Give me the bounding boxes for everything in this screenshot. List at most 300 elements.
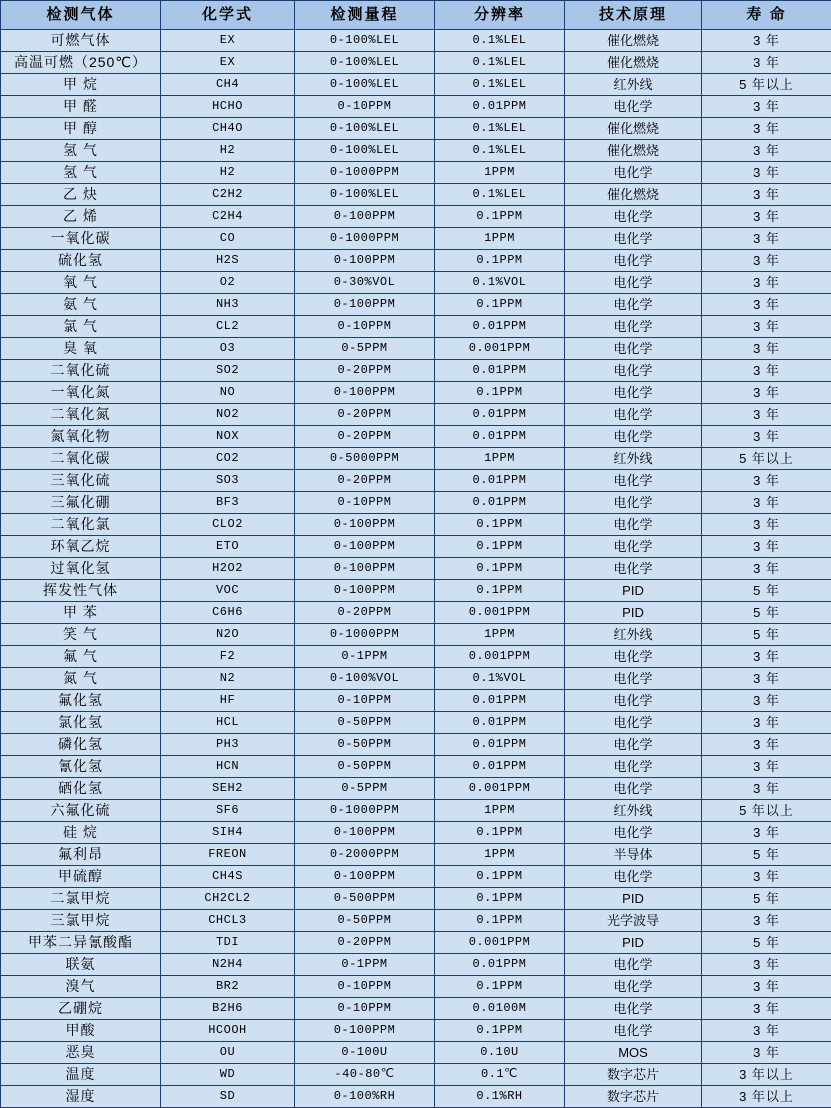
cell-resolution: 0.1PPM [435,558,565,580]
cell-gas-name: 乙 炔 [1,184,161,206]
cell-resolution: 0.01PPM [435,96,565,118]
table-header-row [1,1,831,30]
cell-technical-principle: 电化学 [565,976,702,998]
cell-chemical-formula: TDI [161,932,295,954]
cell-service-life: 3 年 [702,1042,831,1064]
cell-chemical-formula: H2 [161,140,295,162]
cell-technical-principle: 电化学 [565,162,702,184]
cell-chemical-formula: CO [161,228,295,250]
cell-chemical-formula: C2H4 [161,206,295,228]
cell-technical-principle: 电化学 [565,272,702,294]
column-header-life: 寿 命 [702,1,831,30]
table-row [1,756,831,778]
cell-detection-range: 0-50PPM [295,712,435,734]
cell-detection-range: 0-1PPM [295,646,435,668]
cell-chemical-formula: CL2 [161,316,295,338]
cell-chemical-formula: SD [161,1086,295,1108]
cell-chemical-formula: BF3 [161,492,295,514]
table-row [1,888,831,910]
cell-gas-name: 温度 [1,1064,161,1086]
cell-resolution: 0.01PPM [435,756,565,778]
cell-chemical-formula: N2O [161,624,295,646]
cell-gas-name: 二氧化氯 [1,514,161,536]
cell-resolution: 0.01PPM [435,404,565,426]
cell-technical-principle: 红外线 [565,448,702,470]
table-row [1,1042,831,1064]
cell-chemical-formula: CHCL3 [161,910,295,932]
cell-service-life: 3 年以上 [702,1064,831,1086]
cell-detection-range: 0-20PPM [295,426,435,448]
cell-technical-principle: 红外线 [565,74,702,96]
cell-technical-principle: 催化燃烧 [565,118,702,140]
cell-technical-principle: 电化学 [565,712,702,734]
cell-technical-principle: 电化学 [565,734,702,756]
cell-detection-range: 0-100%LEL [295,30,435,52]
table-row [1,30,831,52]
cell-technical-principle: MOS [565,1042,702,1064]
cell-service-life: 3 年 [702,206,831,228]
cell-detection-range: 0-100PPM [295,250,435,272]
table-row [1,668,831,690]
cell-technical-principle: 电化学 [565,316,702,338]
cell-chemical-formula: SF6 [161,800,295,822]
cell-resolution: 0.01PPM [435,954,565,976]
cell-chemical-formula: NO [161,382,295,404]
cell-technical-principle: 电化学 [565,668,702,690]
table-row [1,866,831,888]
cell-technical-principle: 电化学 [565,96,702,118]
table-row [1,1086,831,1108]
cell-detection-range: 0-1000PPM [295,228,435,250]
cell-service-life: 5 年以上 [702,800,831,822]
cell-detection-range: 0-100PPM [295,580,435,602]
cell-gas-name: 磷化氢 [1,734,161,756]
cell-detection-range: 0-20PPM [295,470,435,492]
cell-technical-principle: 光学波导 [565,910,702,932]
cell-gas-name: 三氧化硫 [1,470,161,492]
table-row [1,206,831,228]
column-header-formula: 化学式 [161,1,295,30]
cell-gas-name: 氢 气 [1,162,161,184]
cell-service-life: 5 年以上 [702,448,831,470]
cell-detection-range: 0-2000PPM [295,844,435,866]
cell-service-life: 3 年 [702,734,831,756]
cell-technical-principle: 电化学 [565,558,702,580]
cell-detection-range: 0-5PPM [295,338,435,360]
cell-service-life: 3 年 [702,822,831,844]
cell-resolution: 0.1PPM [435,580,565,602]
cell-resolution: 0.01PPM [435,316,565,338]
cell-resolution: 0.1%LEL [435,52,565,74]
cell-chemical-formula: CH4 [161,74,295,96]
cell-chemical-formula: O2 [161,272,295,294]
cell-gas-name: 臭 氧 [1,338,161,360]
cell-gas-name: 甲酸 [1,1020,161,1042]
cell-gas-name: 六氟化硫 [1,800,161,822]
cell-gas-name: 乙硼烷 [1,998,161,1020]
cell-chemical-formula: NH3 [161,294,295,316]
cell-service-life: 3 年 [702,646,831,668]
cell-service-life: 3 年 [702,118,831,140]
cell-technical-principle: 电化学 [565,294,702,316]
cell-technical-principle: 电化学 [565,228,702,250]
cell-chemical-formula: N2 [161,668,295,690]
cell-technical-principle: 电化学 [565,778,702,800]
cell-detection-range: 0-20PPM [295,404,435,426]
cell-gas-name: 二氧化硫 [1,360,161,382]
cell-gas-name: 氰化氢 [1,756,161,778]
cell-technical-principle: 电化学 [565,250,702,272]
cell-service-life: 5 年 [702,624,831,646]
table-header [1,1,831,30]
cell-technical-principle: 催化燃烧 [565,140,702,162]
cell-technical-principle: 电化学 [565,382,702,404]
table-row [1,316,831,338]
cell-resolution: 1PPM [435,162,565,184]
cell-resolution: 0.1PPM [435,206,565,228]
cell-gas-name: 二氧化氮 [1,404,161,426]
cell-chemical-formula: EX [161,30,295,52]
table-row [1,272,831,294]
table-row [1,800,831,822]
cell-service-life: 3 年 [702,866,831,888]
cell-detection-range: 0-5PPM [295,778,435,800]
cell-detection-range: 0-100PPM [295,206,435,228]
cell-detection-range: 0-50PPM [295,910,435,932]
cell-technical-principle: 电化学 [565,470,702,492]
cell-resolution: 0.01PPM [435,470,565,492]
table-row [1,910,831,932]
cell-chemical-formula: CH2CL2 [161,888,295,910]
cell-technical-principle: PID [565,602,702,624]
cell-resolution: 0.1%LEL [435,140,565,162]
table-row [1,162,831,184]
cell-resolution: 0.001PPM [435,602,565,624]
cell-chemical-formula: VOC [161,580,295,602]
cell-chemical-formula: F2 [161,646,295,668]
cell-service-life: 5 年 [702,844,831,866]
cell-technical-principle: 电化学 [565,646,702,668]
cell-resolution: 0.01PPM [435,690,565,712]
cell-service-life: 3 年 [702,96,831,118]
cell-resolution: 0.01PPM [435,360,565,382]
cell-service-life: 3 年 [702,184,831,206]
cell-service-life: 5 年 [702,602,831,624]
cell-technical-principle: 电化学 [565,206,702,228]
cell-resolution: 0.1%RH [435,1086,565,1108]
table-row [1,712,831,734]
cell-service-life: 3 年 [702,514,831,536]
cell-chemical-formula: SO2 [161,360,295,382]
cell-technical-principle: 催化燃烧 [565,184,702,206]
cell-detection-range: 0-1PPM [295,954,435,976]
cell-gas-name: 硅 烷 [1,822,161,844]
cell-gas-name: 氮氧化物 [1,426,161,448]
table-row [1,844,831,866]
cell-resolution: 0.1PPM [435,866,565,888]
cell-service-life: 3 年 [702,228,831,250]
cell-gas-name: 氟利昂 [1,844,161,866]
cell-detection-range: 0-100PPM [295,1020,435,1042]
table-row [1,294,831,316]
table-row [1,734,831,756]
cell-technical-principle: 电化学 [565,1020,702,1042]
table-row [1,954,831,976]
cell-gas-name: 硒化氢 [1,778,161,800]
table-row [1,1020,831,1042]
cell-gas-name: 甲 烷 [1,74,161,96]
cell-resolution: 0.0100M [435,998,565,1020]
cell-resolution: 0.1PPM [435,888,565,910]
cell-technical-principle: 催化燃烧 [565,52,702,74]
cell-chemical-formula: CH4S [161,866,295,888]
cell-gas-name: 过氧化氢 [1,558,161,580]
cell-service-life: 3 年 [702,778,831,800]
cell-detection-range: 0-20PPM [295,360,435,382]
table-row [1,580,831,602]
cell-gas-name: 环氧乙烷 [1,536,161,558]
cell-detection-range: 0-100PPM [295,514,435,536]
table-row [1,998,831,1020]
table-row [1,602,831,624]
cell-technical-principle: PID [565,888,702,910]
cell-service-life: 3 年 [702,404,831,426]
cell-detection-range: 0-10PPM [295,690,435,712]
cell-detection-range: -40-80℃ [295,1064,435,1086]
cell-technical-principle: 电化学 [565,822,702,844]
cell-detection-range: 0-50PPM [295,734,435,756]
cell-technical-principle: 电化学 [565,866,702,888]
cell-resolution: 0.1PPM [435,294,565,316]
cell-gas-name: 氧 气 [1,272,161,294]
cell-chemical-formula: N2H4 [161,954,295,976]
cell-resolution: 0.1PPM [435,976,565,998]
cell-chemical-formula: H2O2 [161,558,295,580]
table-row [1,690,831,712]
cell-service-life: 5 年 [702,580,831,602]
cell-detection-range: 0-10PPM [295,998,435,1020]
cell-resolution: 0.01PPM [435,712,565,734]
table-row [1,360,831,382]
cell-gas-name: 硫化氢 [1,250,161,272]
cell-technical-principle: 电化学 [565,514,702,536]
cell-chemical-formula: SO3 [161,470,295,492]
cell-gas-name: 三氟化硼 [1,492,161,514]
table-row [1,382,831,404]
table-row [1,822,831,844]
cell-technical-principle: PID [565,580,702,602]
cell-resolution: 0.001PPM [435,338,565,360]
cell-chemical-formula: C6H6 [161,602,295,624]
cell-gas-name: 一氧化氮 [1,382,161,404]
cell-chemical-formula: BR2 [161,976,295,998]
cell-service-life: 3 年 [702,558,831,580]
cell-technical-principle: 电化学 [565,426,702,448]
cell-gas-name: 氟化氢 [1,690,161,712]
cell-service-life: 3 年 [702,360,831,382]
cell-detection-range: 0-100PPM [295,866,435,888]
cell-gas-name: 可燃气体 [1,30,161,52]
cell-service-life: 3 年 [702,162,831,184]
cell-resolution: 0.1%LEL [435,74,565,96]
cell-detection-range: 0-1000PPM [295,624,435,646]
cell-detection-range: 0-100PPM [295,382,435,404]
cell-gas-name: 三氯甲烷 [1,910,161,932]
cell-service-life: 3 年 [702,536,831,558]
cell-technical-principle: 电化学 [565,954,702,976]
table-row [1,404,831,426]
cell-detection-range: 0-100%LEL [295,118,435,140]
table-row [1,624,831,646]
cell-gas-name: 氯化氢 [1,712,161,734]
cell-service-life: 3 年 [702,910,831,932]
cell-gas-name: 氢 气 [1,140,161,162]
cell-detection-range: 0-5000PPM [295,448,435,470]
cell-gas-name: 甲 苯 [1,602,161,624]
cell-detection-range: 0-30%VOL [295,272,435,294]
cell-resolution: 0.01PPM [435,426,565,448]
cell-service-life: 3 年 [702,338,831,360]
cell-detection-range: 0-100%VOL [295,668,435,690]
cell-resolution: 0.01PPM [435,492,565,514]
cell-service-life: 5 年 [702,888,831,910]
cell-technical-principle: 半导体 [565,844,702,866]
cell-detection-range: 0-100U [295,1042,435,1064]
cell-gas-name: 二氯甲烷 [1,888,161,910]
cell-chemical-formula: NO2 [161,404,295,426]
table-row [1,96,831,118]
cell-service-life: 3 年 [702,976,831,998]
cell-resolution: 0.1℃ [435,1064,565,1086]
cell-resolution: 1PPM [435,800,565,822]
cell-service-life: 3 年 [702,316,831,338]
cell-chemical-formula: H2S [161,250,295,272]
cell-detection-range: 0-1000PPM [295,800,435,822]
cell-resolution: 0.001PPM [435,646,565,668]
cell-resolution: 0.10U [435,1042,565,1064]
cell-gas-name: 氟 气 [1,646,161,668]
cell-technical-principle: 数字芯片 [565,1064,702,1086]
cell-chemical-formula: HF [161,690,295,712]
cell-technical-principle: 催化燃烧 [565,30,702,52]
cell-resolution: 0.001PPM [435,778,565,800]
cell-detection-range: 0-100%LEL [295,74,435,96]
cell-service-life: 3 年 [702,470,831,492]
cell-chemical-formula: B2H6 [161,998,295,1020]
cell-service-life: 5 年以上 [702,74,831,96]
cell-gas-name: 联氨 [1,954,161,976]
cell-service-life: 3 年 [702,140,831,162]
cell-chemical-formula: CLO2 [161,514,295,536]
cell-technical-principle: 电化学 [565,404,702,426]
cell-service-life: 3 年 [702,250,831,272]
cell-chemical-formula: H2 [161,162,295,184]
cell-gas-name: 甲 醇 [1,118,161,140]
cell-detection-range: 0-100PPM [295,558,435,580]
cell-chemical-formula: CH4O [161,118,295,140]
table-row [1,448,831,470]
cell-chemical-formula: HCN [161,756,295,778]
cell-gas-name: 甲 醛 [1,96,161,118]
cell-technical-principle: 电化学 [565,536,702,558]
cell-chemical-formula: WD [161,1064,295,1086]
cell-chemical-formula: FREON [161,844,295,866]
cell-chemical-formula: HCHO [161,96,295,118]
cell-gas-name: 一氧化碳 [1,228,161,250]
cell-resolution: 0.1%LEL [435,184,565,206]
cell-detection-range: 0-10PPM [295,316,435,338]
table-row [1,184,831,206]
cell-detection-range: 0-100PPM [295,294,435,316]
cell-chemical-formula: NOX [161,426,295,448]
cell-resolution: 1PPM [435,448,565,470]
column-header-gas: 检测气体 [1,1,161,30]
cell-gas-name: 二氧化碳 [1,448,161,470]
cell-resolution: 0.1%LEL [435,118,565,140]
cell-resolution: 0.1PPM [435,822,565,844]
cell-gas-name: 挥发性气体 [1,580,161,602]
cell-gas-name: 氨 气 [1,294,161,316]
cell-chemical-formula: SIH4 [161,822,295,844]
cell-gas-name: 湿度 [1,1086,161,1108]
table-body [1,30,831,1108]
cell-resolution: 0.1PPM [435,910,565,932]
cell-service-life: 3 年 [702,30,831,52]
cell-chemical-formula: PH3 [161,734,295,756]
cell-technical-principle: 电化学 [565,492,702,514]
cell-detection-range: 0-100%LEL [295,184,435,206]
table-row [1,426,831,448]
cell-gas-name: 高温可燃（250℃） [1,52,161,74]
table-row [1,140,831,162]
cell-service-life: 3 年 [702,712,831,734]
cell-service-life: 3 年 [702,756,831,778]
cell-service-life: 3 年 [702,998,831,1020]
table-row [1,338,831,360]
cell-resolution: 0.1%VOL [435,272,565,294]
cell-technical-principle: 电化学 [565,690,702,712]
cell-technical-principle: 数字芯片 [565,1086,702,1108]
cell-service-life: 3 年 [702,426,831,448]
cell-chemical-formula: OU [161,1042,295,1064]
table-row [1,52,831,74]
cell-resolution: 0.1PPM [435,382,565,404]
cell-technical-principle: 红外线 [565,624,702,646]
cell-chemical-formula: ETO [161,536,295,558]
cell-detection-range: 0-10PPM [295,492,435,514]
cell-service-life: 5 年 [702,932,831,954]
cell-service-life: 3 年 [702,294,831,316]
cell-technical-principle: 电化学 [565,756,702,778]
table-row [1,470,831,492]
cell-detection-range: 0-500PPM [295,888,435,910]
cell-detection-range: 0-10PPM [295,976,435,998]
table-row [1,492,831,514]
table-row [1,250,831,272]
cell-service-life: 3 年 [702,954,831,976]
cell-gas-name: 乙 烯 [1,206,161,228]
cell-chemical-formula: CO2 [161,448,295,470]
column-header-principle: 技术原理 [565,1,702,30]
cell-resolution: 1PPM [435,624,565,646]
cell-gas-name: 甲苯二异氰酸酯 [1,932,161,954]
table-row [1,778,831,800]
cell-gas-name: 甲硫醇 [1,866,161,888]
table-row [1,514,831,536]
table-row [1,118,831,140]
cell-resolution: 0.1%LEL [435,30,565,52]
column-header-range: 检测量程 [295,1,435,30]
